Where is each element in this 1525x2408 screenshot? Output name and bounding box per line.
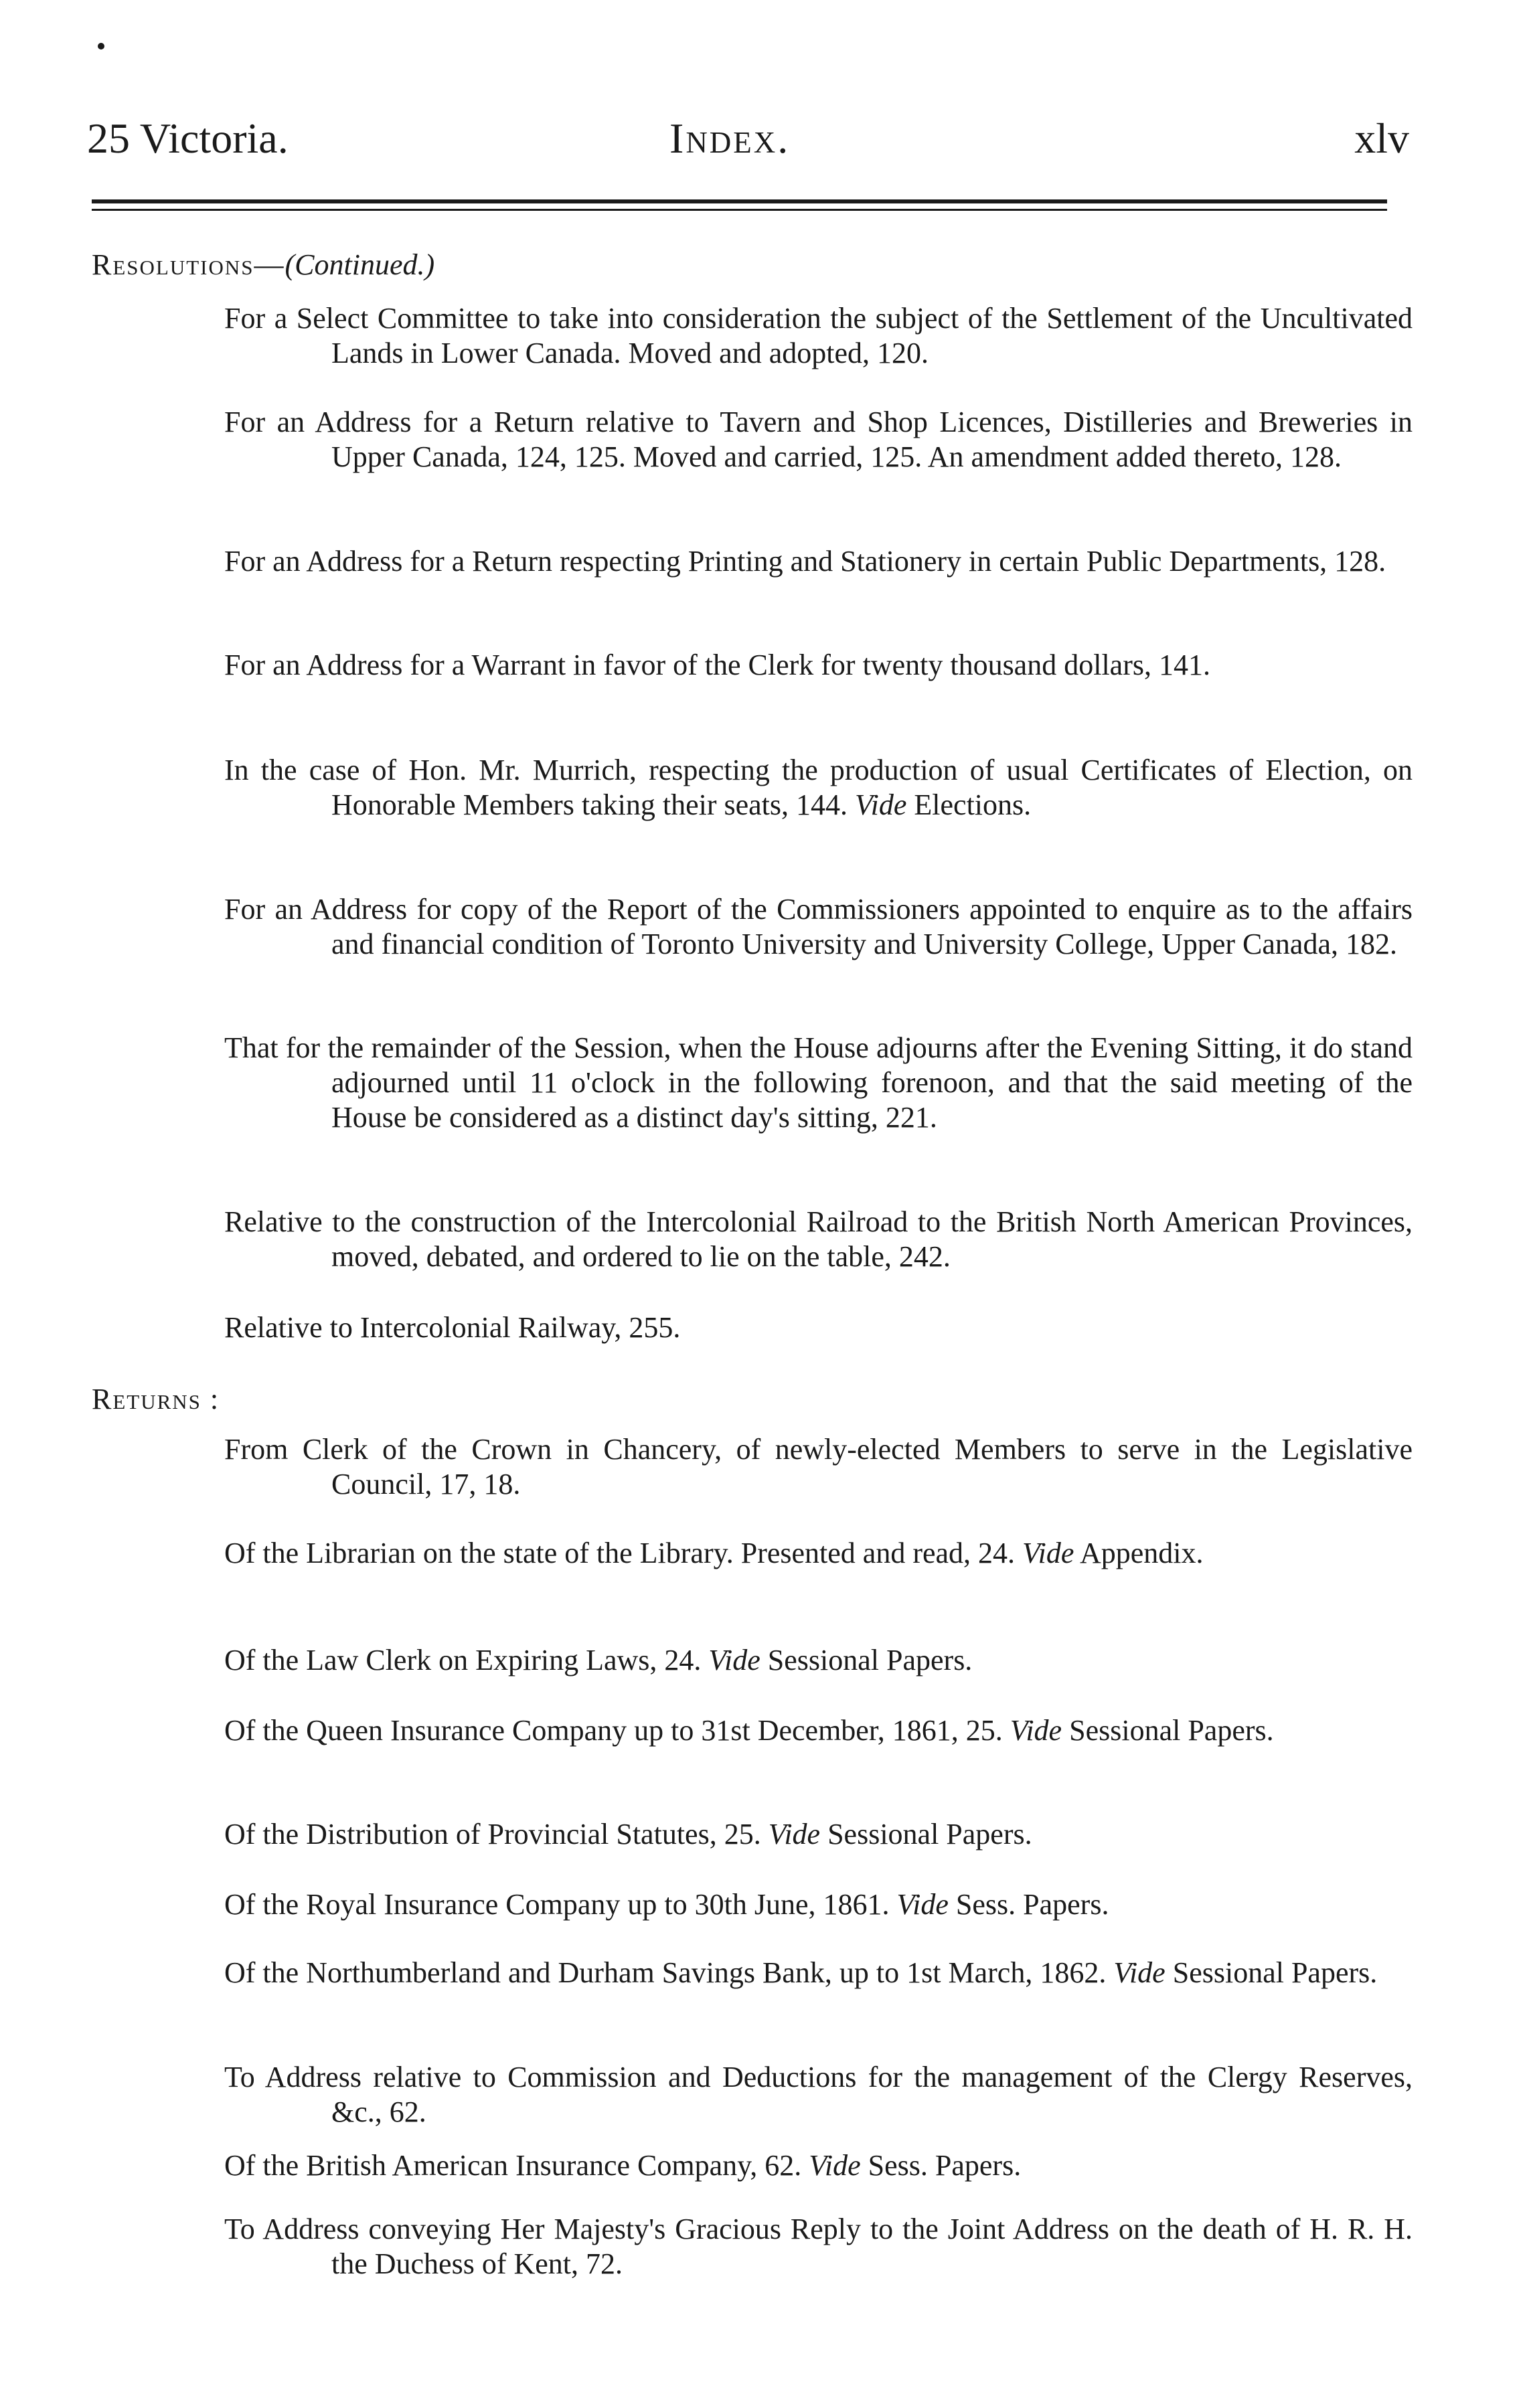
index-entry: Of the Queen Insurance Company up to 31st December, 1861, 25. Vide Sessional Papers. [224,1714,1274,1747]
header-page-number: xlv [1354,114,1409,162]
header-title: Index. [669,114,791,162]
index-entry: Relative to Intercolonial Railway, 255. [224,1311,681,1344]
index-entry: Of the Northumberland and Durham Savings Bank, up to 1st March, 1862. Vide Sessional Papers. [224,1956,1378,1989]
index-entry: Of the Royal Insurance Company up to 30th June, 1861. Vide Sess. Papers. [224,1888,1109,1921]
index-entry: Of the Distribution of Provincial Statutes, 25. Vide Sessional Papers. [224,1818,1032,1851]
index-entry: Of the Law Clerk on Expiring Laws, 24. Vide Sessional Papers. [224,1644,973,1676]
index-entry: That for the remainder of the Session, when the House adjourns after the Evening Sitting, it do stand adjourned until 11 o'clock in the following forenoon, and that the said meeting of the House be considered as a distinct day's sitting, 221. [224,1031,1413,1134]
section-heading-label: Returns : [92,1383,220,1415]
index-entry: For a Select Committee to take into consideration the subject of the Settlement of the Uncultivated Lands in Lower Canada. Moved and adopted, 120. [224,302,1413,369]
index-entry: To Address relative to Commission and Deductions for the management of the Clergy Reserves, &c., 62. [224,2061,1413,2128]
index-entry: In the case of Hon. Mr. Murrich, respecting the production of usual Certificates of Election, on Honorable Members taking their seats, 144. Vide Elections. [224,754,1413,821]
index-entry: For an Address for a Return relative to Tavern and Shop Licences, Distilleries and Breweries in Upper Canada, 124, 125. Moved and carried, 125. An amendment added thereto, 128. [224,406,1413,473]
index-entry: For an Address for a Warrant in favor of the Clerk for twenty thousand dollars, 141. [224,649,1210,681]
continued-label: (Continued.) [285,248,435,281]
index-entry: For an Address for copy of the Report of the Commissioners appointed to enquire as to the affairs and financial condition of Toronto University and University College, Upper Canada, 182. [224,893,1413,960]
index-entry: Of the Librarian on the state of the Library. Presented and read, 24. Vide Appendix. [224,1537,1204,1569]
index-entry: Of the British American Insurance Company, 62. Vide Sess. Papers. [224,2149,1022,2182]
index-entry: To Address conveying Her Majesty's Gracious Reply to the Joint Address on the death of H. R. H. the Duchess of Kent, 72. [224,2213,1413,2280]
header-rule-thick [92,199,1387,203]
running-header [87,114,1409,174]
index-entry: Relative to the construction of the Intercolonial Railroad to the British North American Provinces, moved, debated, and ordered to lie on the table, 242. [224,1205,1413,1273]
ink-speck [98,43,104,50]
index-entry: From Clerk of the Crown in Chancery, of newly-elected Members to serve in the Legislative Council, 17, 18. [224,1433,1413,1500]
section-heading-returns [92,1382,220,1416]
section-heading-label: Resolutions— [92,248,285,281]
index-entry: For an Address for a Return respecting Printing and Stationery in certain Public Departments, 128. [224,545,1386,578]
header-rule-thin [92,209,1387,211]
header-volume: 25 Victoria. [87,114,289,162]
section-heading-resolutions [92,248,434,282]
